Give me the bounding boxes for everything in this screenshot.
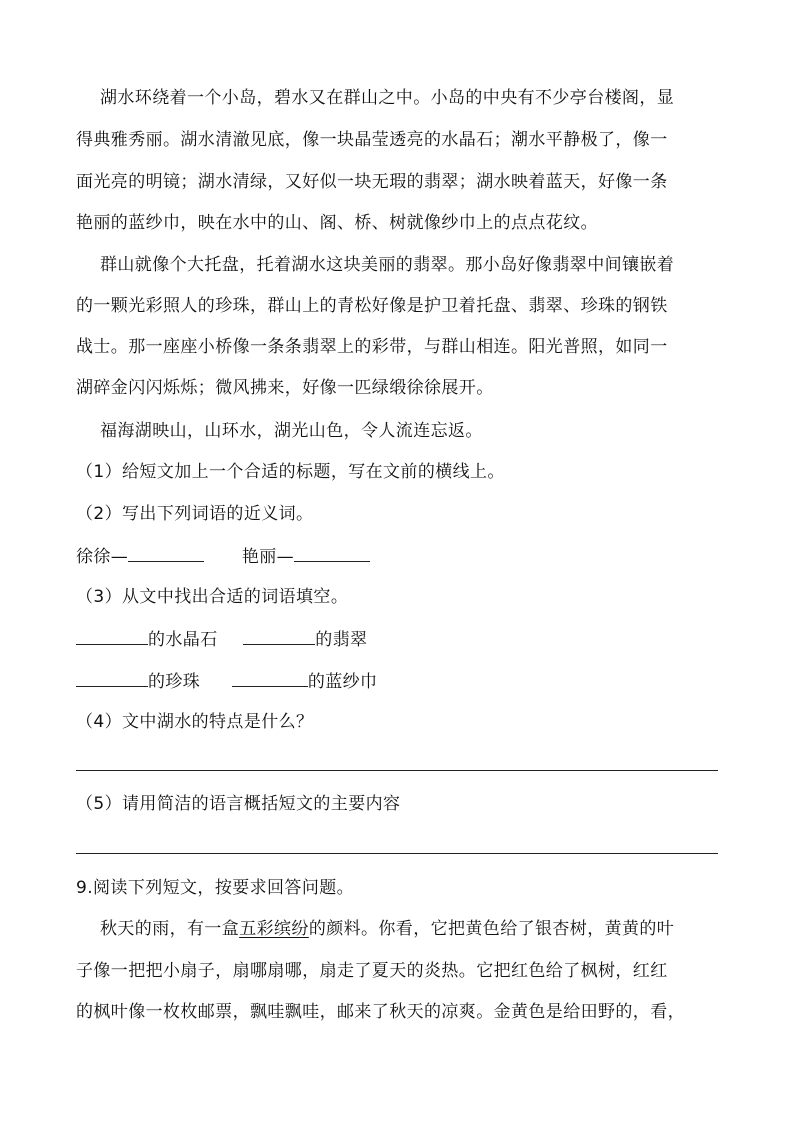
passage-line: 的一颗光彩照人的珍珠，群山上的青松好像是护卫着托盘、翡翠、珍珠的钢铁 [76, 296, 668, 316]
q3-phrase-3: 的珍珠 [148, 672, 201, 692]
answer-blank[interactable] [294, 543, 370, 562]
answer-blank[interactable] [243, 626, 315, 645]
section-9-heading: 9.阅读下列短文，按要求回答问题。 [76, 878, 355, 898]
passage-line: 艳丽的蓝纱巾，映在水中的山、阁、桥、树就像纱巾上的点点花纹。 [76, 213, 598, 233]
question-1: （1）给短文加上一个合适的标题，写在文前的横线上。 [76, 462, 505, 482]
answer-line[interactable] [76, 770, 718, 771]
q2-synonym-row [76, 543, 370, 569]
q3-phrase-4: 的蓝纱巾 [307, 672, 378, 692]
question-3: （3）从文中找出合适的词语填空。 [76, 587, 349, 607]
passage-text: 秋天的雨，有一盒 [100, 919, 240, 939]
answer-blank[interactable] [232, 668, 308, 687]
answer-line[interactable] [76, 853, 718, 854]
q2-word-2: 艳丽— [241, 547, 295, 567]
passage-line: 得典雅秀丽。湖水清澈见底，像一块晶莹透亮的水晶石；潮水平静极了，像一 [76, 130, 668, 150]
passage-line: 湖碎金闪闪烁烁；微风拂来，好像一匹绿缎徐徐展开。 [76, 378, 494, 398]
q3-phrase-2: 的翡翠 [315, 630, 368, 650]
passage-line: 战士。那一座座小桥像一条条翡翠上的彩带，与群山相连。阳光普照，如同一 [76, 337, 668, 357]
question-2: （2）写出下列词语的近义词。 [76, 504, 314, 524]
answer-blank[interactable] [128, 543, 204, 562]
question-4: （4）文中湖水的特点是什么？ [76, 712, 314, 732]
q3-fill-row-2 [76, 668, 377, 694]
passage-line: 群山就像个大托盘，托着湖水这块美丽的翡翠。那小岛好像翡翠中间镶嵌着 [100, 255, 675, 275]
answer-blank[interactable] [76, 626, 148, 645]
passage-line: 湖水环绕着一个小岛，碧水又在群山之中。小岛的中央有不少亭台楼阁，显 [100, 88, 675, 108]
question-5: （5）请用简洁的语言概括短文的主要内容 [76, 794, 401, 814]
passage-conclusion: 福海湖映山，山环水，湖光山色，令人流连忘返。 [100, 421, 483, 441]
passage-line: 的枫叶像一枚枚邮票，飘哇飘哇，邮来了秋天的凉爽。金黄色是给田野的，看， [76, 1002, 685, 1022]
passage-text: 的颜料。你看，它把黄色给了银杏树，黄黄的叶 [308, 919, 675, 939]
passage-line: 面光亮的明镜；湖水清绿，又好似一块无瑕的翡翠；湖水映着蓝天，好像一条 [76, 172, 668, 192]
answer-blank[interactable] [76, 668, 148, 687]
q3-fill-row-1 [76, 626, 367, 652]
q3-phrase-1: 的水晶石 [148, 630, 218, 650]
passage-line [100, 917, 674, 941]
q2-word-1: 徐徐— [76, 547, 129, 567]
passage-line: 子像一把把小扇子，扇哪扇哪，扇走了夏天的炎热。它把红色给了枫树，红红 [76, 961, 668, 981]
underlined-phrase: 五彩缤纷 [239, 919, 309, 939]
